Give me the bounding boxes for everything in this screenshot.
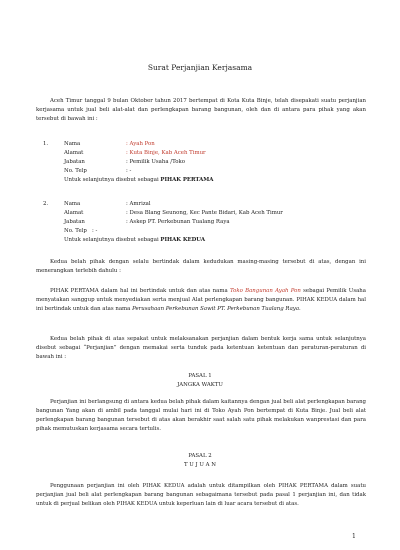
party-1-name-value: : Ayah Pon bbox=[126, 141, 155, 147]
pasal-2-heading: PASAL 2 bbox=[188, 453, 212, 459]
pasal-1-heading: PASAL 1 bbox=[188, 373, 212, 379]
pasal-2-text: Penggunaan perjanjian ini oleh PIHAK KEDUA adalah untuk ditampilkan oleh PIHAK PERTAMA dalam suatu perjanjian jual beli alat perlengkapan barang bangunan sebagaimana tersebut pada pasal 1 perjanjian ini, dan tidak untuk di perjual belikan oleh PIHAK KEDUA untuk keperluan lain di luar acara tersebut di atas. bbox=[36, 483, 366, 507]
party-2-position-value: : Askep PT. Perkebunan Tualang Raya bbox=[126, 219, 230, 225]
parties-roles-paragraph bbox=[36, 287, 366, 314]
shop-name: Toko Bangunan Ayah Pon bbox=[229, 288, 301, 294]
party-1-phone-label: No. Telp bbox=[64, 168, 87, 174]
roles-text-1: PIHAK PERTAMA dalam hal ini bertindak untuk dan atas nama bbox=[50, 288, 230, 294]
pasal-1-subheading: JANGKA WAKTU bbox=[177, 382, 223, 388]
party-2-name-label: Nama bbox=[64, 201, 81, 207]
party-1-number: 1. bbox=[43, 141, 49, 147]
party-1-closing bbox=[64, 176, 213, 185]
agreement-paragraph: Kedua belah pihak di atas sepakat untuk melaksanakan perjanjian dalam bentuk kerja sama untuk selanjutnya disebut sebagai “Perjanjian” dengan memakai serta tunduk pada ketentuan ketentuan dan peraturan-peraturan di bawah ini : bbox=[36, 336, 366, 360]
company-name: Perusahaan Perkebunan Sawit PT. Perkebunan Tualang Raya. bbox=[132, 305, 301, 312]
party-1-position-label: Jabatan bbox=[64, 159, 85, 165]
pasal-1-text: Perjanjian ini berlangsung di antara kedua belah pihak dalam kaitannya dengan jual beli alat perlengkapan barang bangunan Yang akan di ambil pada tanggal mulai hari ini di Toko Ayah Pon bertempat di Kuta Binje. Jual beli alat perlengkapan barang bangunan tersebut di atas akan berakhir saat salah satu pihak melakukan wanprestasi dan para pihak memutuskan kerjasama secara tertulis. bbox=[36, 399, 366, 432]
parties-statement-paragraph: Kedua belah pihak dengan selalu bertindak dalam kedudukan masing-masing tersebut di atas, dengan ini menerangkan terlebih dahulu : bbox=[36, 259, 366, 274]
party-2-closing-text: Untuk selanjutnya disebut sebagai bbox=[64, 237, 161, 243]
party-2-number: 2. bbox=[43, 201, 49, 207]
party-1-position-value: : Pemilik Usaha /Toko bbox=[126, 159, 186, 165]
party-2-address-value: : Desa Blang Seunong, Kec Pante Bidari, Kab Aceh Timur bbox=[126, 210, 283, 216]
party-2-designation: PIHAK KEDUA bbox=[160, 237, 206, 243]
document-title: Surat Perjanjian Kerjasama bbox=[147, 63, 253, 72]
party-2-closing bbox=[64, 236, 205, 245]
intro-paragraph: Aceh Timur tanggal 9 bulan Oktober tahun 2017 bertempat di Kota Kuta Binje, telah disepakati suatu perjanjian kerjasama untuk jual beli alat-alat dan perlengkapan barang bangunan, oleh dan di antara para pihak yang akan tersebut di bawah ini : bbox=[36, 98, 366, 122]
party-1-closing-text: Untuk selanjutnya disebut sebagai bbox=[64, 177, 161, 183]
party-2-position-label: Jabatan bbox=[64, 219, 85, 225]
pasal-2-subheading: T U J U A N bbox=[183, 462, 217, 468]
party-1-phone-value: : - bbox=[126, 168, 132, 174]
party-2-name-value: : Amrizal bbox=[126, 201, 151, 207]
roles-text-2: sebagai Pemilik Usaha menyatakan sanggup untuk menyediakan serta menjual Alat perlengkapan barang bangunan. PIHAK KEDUA dalam hal ini bertindak untuk dan atas nama bbox=[36, 288, 366, 312]
party-2-phone-label: No. Telp bbox=[64, 228, 87, 234]
party-2-phone-value: : - bbox=[92, 228, 98, 234]
party-2-address-label: Alamat bbox=[64, 210, 84, 216]
page-number: 1 bbox=[352, 533, 356, 540]
party-1-name-label: Nama bbox=[64, 141, 81, 147]
party-1-designation: PIHAK PERTAMA bbox=[160, 177, 214, 183]
party-1-address-value: : Kuta Binje, Kab Aceh Timur bbox=[126, 150, 206, 156]
party-1-address-label: Alamat bbox=[64, 150, 84, 156]
